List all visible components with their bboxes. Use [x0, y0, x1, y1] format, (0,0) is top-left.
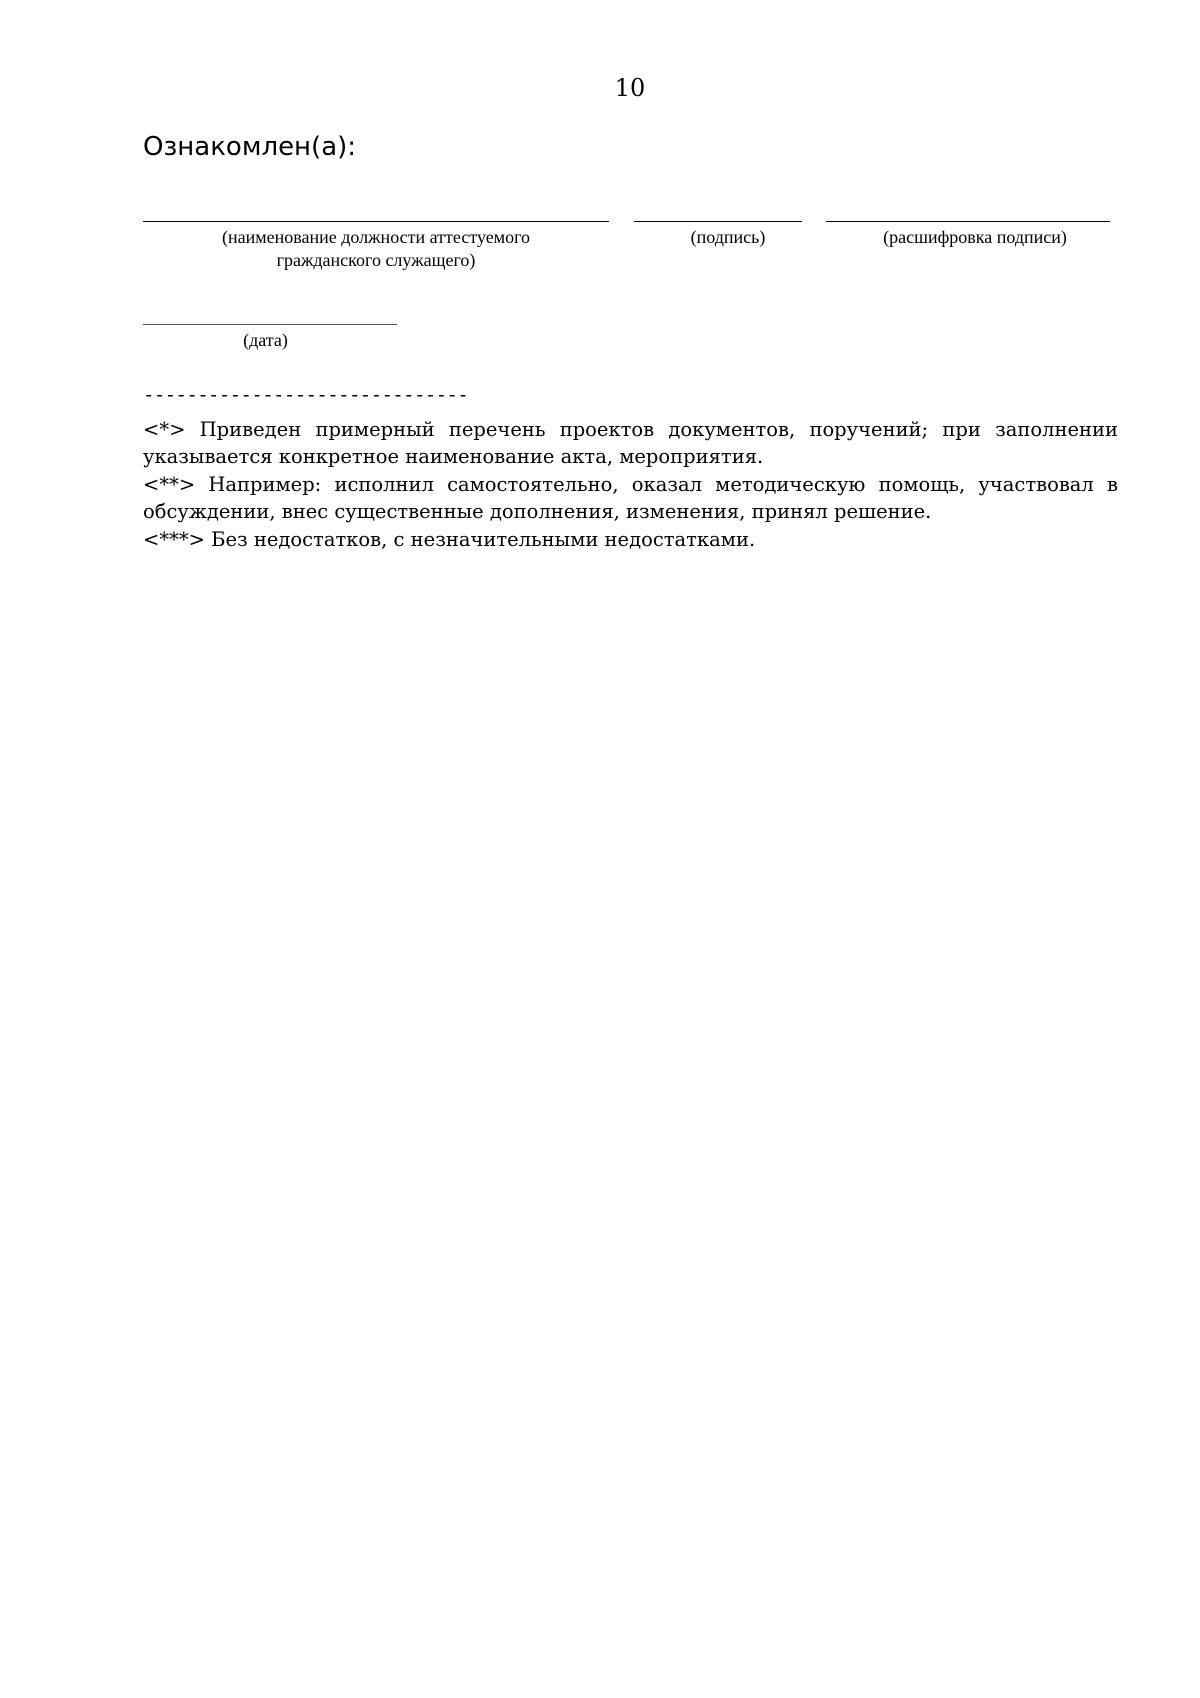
position-caption-line-2: гражданского служащего): [276, 250, 476, 270]
signature-decoding-caption: (расшифровка подписи): [883, 227, 1067, 247]
position-caption: [143, 226, 609, 272]
signature-decoding-line: [826, 221, 1110, 222]
acquaintance-heading: Ознакомлен(а):: [143, 132, 357, 162]
footnote-3: <***> Без недостатков, с незначительными недостатками.: [143, 528, 756, 551]
date-line: [143, 324, 397, 325]
date-caption: (дата): [243, 330, 288, 350]
signature-caption: (подпись): [690, 227, 766, 247]
position-line: [143, 221, 609, 222]
position-caption-line-1: (наименование должности аттестуемого: [221, 227, 531, 247]
footnote-2: <**> Например: исполнил самостоятельно, оказал методическую помощь, участвовал в обсуждении, внес существенные дополнения, изменения, принял решение.: [143, 473, 1118, 523]
footnote-1: <*> Приведен примерный перечень проектов документов, поручений; при заполнении указывается конкретное наименование акта, мероприятия.: [143, 418, 1118, 468]
footnote-separator: ------------------------------: [143, 384, 469, 406]
page-number: 10: [614, 74, 646, 102]
signature-line: [634, 221, 802, 222]
